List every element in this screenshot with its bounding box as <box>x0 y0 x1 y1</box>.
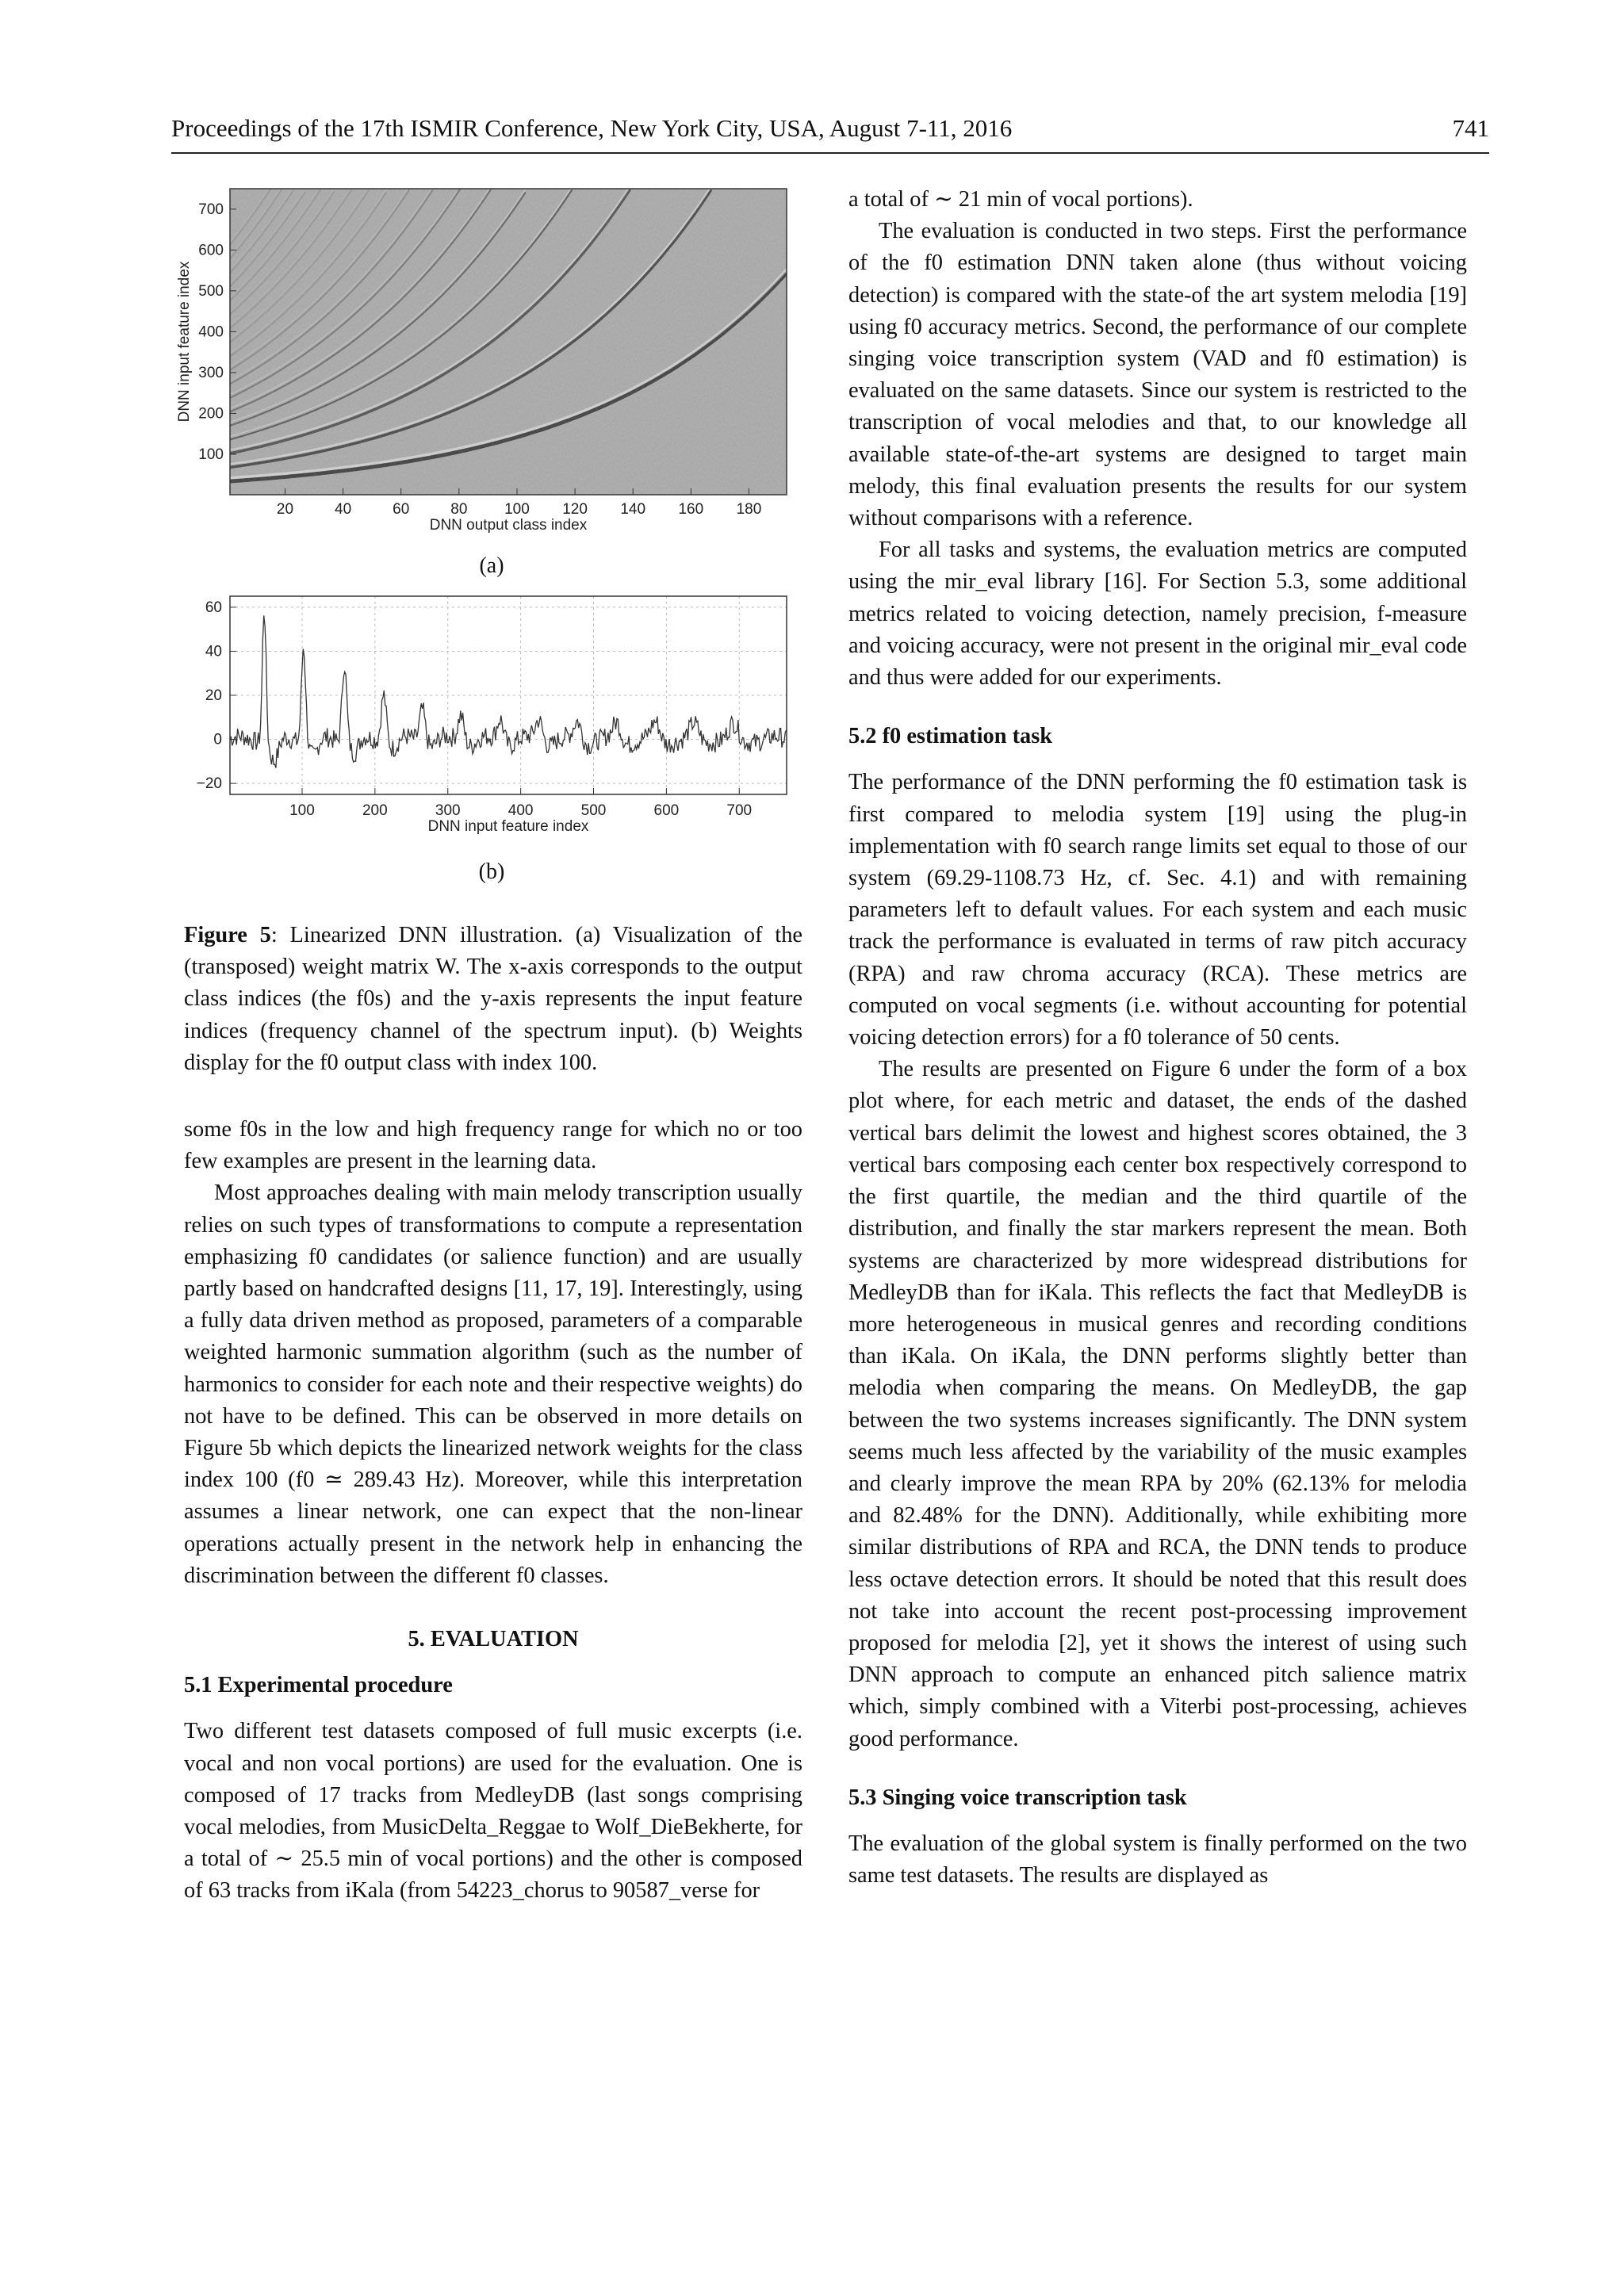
x-tick-label: 500 <box>580 802 607 819</box>
page-number: 741 <box>1452 114 1489 142</box>
x-tick-label: 100 <box>289 802 315 819</box>
y-tick-label: 20 <box>205 687 222 704</box>
right-paragraph-2: The evaluation is conducted in two steps. First the performance of the f0 estimation DNN taken alone (thus without voicing detection) is compared with the state-of the art system melodia [19] using f0 accuracy metrics. Second, the performance of our complete singing voice transcription system (VAD and f0 estimation) is evaluated on the same datasets. Since our system is restricted to the transcription of vocal melodies and that, to our knowledge all available state-of-the-art systems are designed to target main melody, this final evaluation presents the results for our system without comparisons with a reference. <box>848 219 1467 531</box>
x-tick-label: 40 <box>335 501 352 518</box>
y-tick-label: −20 <box>196 775 222 793</box>
y-tick-label: 600 <box>198 242 224 259</box>
right-paragraph-1: a total of ∼ 21 min of vocal portions). <box>848 187 1193 212</box>
right-paragraph-3: For all tasks and systems, the evaluation metrics are computed using the mir_eval library [16]. For Section 5.3, some additional metrics related to voicing detection, namely precision, f-measure and voicing accuracy, were not present in the original mir_eval code and thus were added for our experiments. <box>848 538 1467 691</box>
x-tick-label: 200 <box>362 802 388 819</box>
x-tick-label: 600 <box>653 802 680 819</box>
header-title: Proceedings of the 17th ISMIR Conference, New York City, USA, August 7-11, 2016 <box>171 114 1013 142</box>
figure-5-svg <box>174 184 809 882</box>
left-paragraph-3: Two different test datasets composed of full music excerpts (i.e. vocal and non vocal portions) are used for the evaluation. One is composed of 17 tracks from MedleyDB (last songs comprising vocal melodies, from MusicDelta_Reggae to Wolf_DieBekherte, for a total of ∼ 25.5 min of vocal portions) and the other is composed of 63 tracks from iKala (from 54223_chorus to 90587_verse for <box>184 1719 802 1904</box>
section-5-1-heading: 5.1 Experimental procedure <box>184 1673 453 1698</box>
heatmap-texture <box>230 189 787 495</box>
x-tick-label: 80 <box>450 501 468 518</box>
panel-b-xlabel: DNN input feature index <box>427 818 589 835</box>
caption-text: : Linearized DNN illustration. (a) Visualization of the (transposed) weight matrix W. The x-axis corresponds to the output class indices (the f0s) and the y-axis represents the input feature indices (frequency channel of the spectrum input). (b) Weights display for the f0 output class with index 100. <box>184 923 802 1075</box>
section-5-heading: 5. EVALUATION <box>408 1627 579 1652</box>
x-tick-label: 700 <box>726 802 753 819</box>
figure-caption <box>184 920 802 1079</box>
x-tick-label: 160 <box>678 501 704 518</box>
left-paragraph-2: Most approaches dealing with main melody transcription usually relies on such types of transformations to compute a representation emphasizing f0 candidates (or salience function) and are usually partly based on handcrafted designs [11, 17, 19]. Interestingly, using a fully data driven method as proposed, parameters of a comparable weighted harmonic summation algorithm (such as the number of harmonics to consider for each note and their respective weights) do not have to be defined. This can be observed in more details on Figure 5b which depicts the linearized network weights for the class index 100 (f0 ≃ 289.43 Hz). Moreover, while this interpretation assumes a linear network, one can expect that the non-linear operations actually present in the network help in enhancing the discrimination between the different f0 classes. <box>184 1181 802 1588</box>
panel-a-label: (a) <box>479 553 504 578</box>
panel-b-label: (b) <box>478 859 505 884</box>
y-tick-label: 500 <box>198 282 224 300</box>
right-column <box>848 184 1467 1892</box>
y-tick-label: 40 <box>205 643 222 660</box>
x-tick-label: 300 <box>435 802 461 819</box>
x-tick-label: 20 <box>276 501 294 518</box>
x-tick-label: 60 <box>393 501 410 518</box>
right-paragraph-5: The results are presented on Figure 6 under the form of a box plot where, for each metric and dataset, the ends of the dashed vertical bars delimit the lowest and highest scores obtained, the 3 vertical bars composing each center box respectively correspond to the first quartile, the median and the third quartile of the distribution, and finally the star markers represent the mean. Both systems are characterized by more widespread distributions for MedleyDB than for iKala. This reflects the fact that MedleyDB is more heterogeneous in musical genres and recording conditions than iKala. On iKala, the DNN performs slightly better than melodia when comparing the means. On MedleyDB, the gap between the two systems increases significantly. The DNN system seems much less affected by the variability of the music examples and clearly improve the mean RPA by 20% (62.13% for melodia and 82.48% for the DNN). Additionally, while exhibiting more similar distributions of RPA and RCA, the DNN tends to produce less octave detection errors. It should be noted that this result does not take into account the recent post-processing improvement proposed for melodia [2], yet it shows the interest of using such DNN approach to compute an enhanced pitch salience matrix which, simply combined with a Viterbi post-processing, achieves good performance. <box>848 1057 1467 1751</box>
right-paragraph-6: The evaluation of the global system is finally performed on the two same test datasets. The results are displayed as <box>848 1831 1467 1888</box>
x-tick-label: 400 <box>508 802 534 819</box>
x-tick-label: 120 <box>562 501 588 518</box>
figure-5 <box>174 184 809 920</box>
y-tick-label: 60 <box>205 599 222 616</box>
right-paragraph-4: The performance of the DNN performing the f0 estimation task is first compared to melodia system [19] using the plug-in implementation with f0 search range limits set equal to those of our system (69.29-1108.73 Hz, cf. Sec. 4.1) and with remaining parameters left to default values. For each system and each music track the performance is evaluated in terms of raw pitch accuracy (RPA) and raw chroma accuracy (RCA). These metrics are computed on vocal segments (i.e. without accounting for potential voicing detection errors) for a f0 tolerance of 50 cents. <box>848 770 1467 1050</box>
panel-a <box>176 186 787 534</box>
panel-b <box>197 596 787 835</box>
y-tick-label: 400 <box>198 323 224 341</box>
y-tick-label: 200 <box>198 405 224 423</box>
y-tick-label: 700 <box>198 201 224 218</box>
section-5-2-heading: 5.2 f0 estimation task <box>848 724 1053 749</box>
y-tick-label: 300 <box>198 364 224 381</box>
x-tick-label: 180 <box>736 501 762 518</box>
x-tick-label: 100 <box>504 501 530 518</box>
left-column <box>176 184 802 1908</box>
running-header <box>171 114 1489 154</box>
y-tick-label: 0 <box>213 731 222 748</box>
left-paragraph-1: some f0s in the low and high frequency range for which no or too few examples are present in the learning data. <box>184 1117 802 1174</box>
caption-label: Figure 5 <box>184 923 271 947</box>
x-tick-label: 140 <box>620 501 646 518</box>
section-5-3-heading: 5.3 Singing voice transcription task <box>848 1785 1187 1810</box>
y-tick-label: 100 <box>198 446 224 463</box>
panel-a-ylabel: DNN input feature index <box>176 261 193 423</box>
panel-a-xlabel: DNN output class index <box>429 517 588 534</box>
